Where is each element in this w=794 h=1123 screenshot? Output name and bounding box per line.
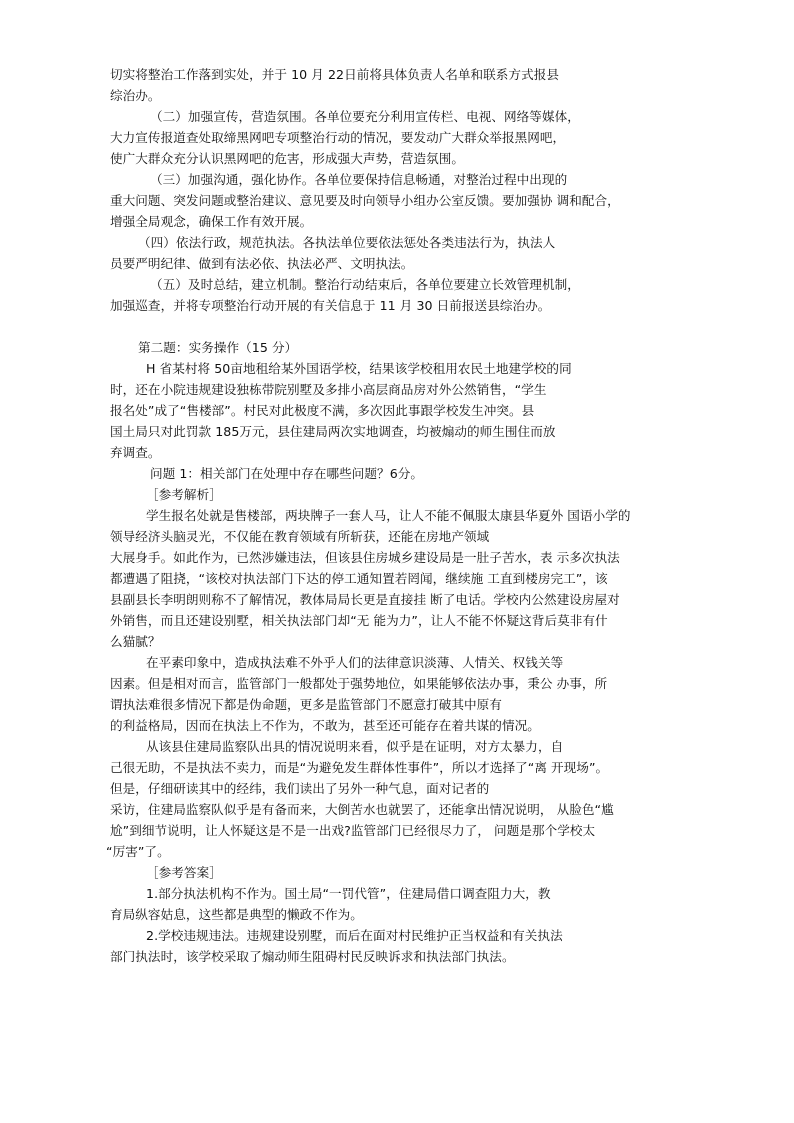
text-line: 己很无助，不是执法不卖力，而是“为避免发生群体性事件”，所以才选择了“离 开现场”。 <box>110 760 609 775</box>
text-line: 采访，住建局监察队似乎是有备而来，大倒苦水也就罢了，还能拿出情况说明， 从脸色“尴 <box>110 802 614 817</box>
text-line: 尬”到细节说明，让人怀疑这是不是一出戏?监管部门已经很尽力了， 问题是那个学校太 <box>110 823 596 838</box>
text-line: 国土局只对此罚款 185万元，县住建局两次实地调查，均被煽动的师生围住而放 <box>110 424 556 439</box>
text-line: 时，还在小院违规建设独栋带院别墅及多排小高层商品房对外公然销售，“学生 <box>110 382 547 397</box>
text-line: 2.学校违规违法。违规建设别墅，而后在面对村民维护正当权益和有关执法 <box>146 928 563 943</box>
text-line: 因素。但是相对而言，监管部门一般都处于强势地位，如果能够依法办事，秉公 办事，所 <box>110 676 608 691</box>
text-line: 切实将整治工作落到实处，并于 10 月 22日前将具体负责人名单和联系方式报县 <box>110 67 560 82</box>
text-line: 在平素印象中，造成执法难不外乎人们的法律意识淡薄、人情关、权钱关等 <box>146 655 564 670</box>
text-line: 1.部分执法机构不作为。国土局“一罚代管”，住建局借口调查阻力大，教 <box>146 886 551 901</box>
text-line: （四）依法行政，规范执法。各执法单位要依法惩处各类违法行为，执法人 <box>138 235 556 250</box>
text-line: （二）加强宣传，营造氛围。各单位要充分利用宣传栏、电视、网络等媒体， <box>150 109 580 124</box>
text-line: “厉害”了。 <box>106 844 170 859</box>
text-line: 加强巡查，并将专项整治行动开展的有关信息于 11 月 30 日前报送县综治办。 <box>110 298 551 313</box>
text-line: 么猫腻？ <box>110 634 161 649</box>
text-line: 大展身手。如此作为，已然涉嫌违法，但该县住房城乡建设局是一肚子苦水，表 示多次执法 <box>110 550 620 565</box>
reference-analysis-label: ［参考解析］ <box>146 487 222 502</box>
text-line: 从该县住建局监察队出具的情况说明来看，似乎是在证明，对方太暴力，自 <box>146 739 564 754</box>
text-line: 外销售，而且还建设别墅，相关执法部门却“无 能为力”，让人不能不怀疑这背后莫非有什 <box>110 613 608 628</box>
text-line: 但是，仔细研读其中的经纬，我们读出了另外一种气息，面对记者的 <box>110 781 490 796</box>
text-line: （五）及时总结，建立机制。整治行动结束后，各单位要建立长效管理机制， <box>150 277 580 292</box>
text-line: 重大问题、突发问题或整治建议、意见要及时向领导小组办公室反馈。要加强协 调和配合， <box>110 193 620 208</box>
text-line: 增强全局观念，确保工作有效开展。 <box>110 214 313 229</box>
section-heading: 第二题：实务操作（15 分） <box>138 340 298 355</box>
text-line: 学生报名处就是售楼部，两块牌子一套人马，让人不能不佩服太康县华夏外 国语小学的 <box>146 508 631 523</box>
text-line: 报名处”成了“售楼部”。村民对此极度不满，多次因此事跟学校发生冲突。县 <box>110 403 535 418</box>
text-line: 使广大群众充分认识黑网吧的危害，形成强大声势，营造氛围。 <box>110 151 465 166</box>
reference-answer-label: ［参考答案］ <box>146 865 222 880</box>
text-line: 谓执法难很多情况下都是伪命题，更多是监管部门不愿意打破其中原有 <box>110 697 502 712</box>
text-line: 县副县长李明朗则称不了解情况，教体局局长更是直接挂 断了电话。学校内公然建设房屋对 <box>110 592 620 607</box>
question-line: 问题 1：相关部门在处理中存在哪些问题？6分。 <box>150 466 424 481</box>
text-line: 综治办。 <box>110 88 161 103</box>
text-line: H 省某村将 50亩地租给某外国语学校，结果该学校租用农民土地建学校的同 <box>146 361 572 376</box>
text-line: 都遭遇了阻挠，“该校对执法部门下达的停工通知置若罔闻，继续施 工直到楼房完工”，该 <box>110 571 608 586</box>
text-line: 弃调查。 <box>110 445 161 460</box>
text-line: 育局纵容姑息，这些都是典型的懒政不作为。 <box>110 907 363 922</box>
text-line: 员要严明纪律、做到有法必依、执法必严、文明执法。 <box>110 256 414 271</box>
text-line: 领导经济头脑灵光，不仅能在教育领域有所斩获，还能在房地产领域 <box>110 529 490 544</box>
text-line: （三）加强沟通，强化协作。各单位要保持信息畅通，对整治过程中出现的 <box>150 172 568 187</box>
text-line: 大力宣传报道查处取缔黑网吧专项整治行动的情况，要发动广大群众举报黑网吧， <box>110 130 566 145</box>
text-line: 的利益格局，因而在执法上不作为，不敢为，甚至还可能存在着共谋的情况。 <box>110 718 540 733</box>
text-line: 部门执法时，该学校采取了煽动师生阻碍村民反映诉求和执法部门执法。 <box>110 949 515 964</box>
